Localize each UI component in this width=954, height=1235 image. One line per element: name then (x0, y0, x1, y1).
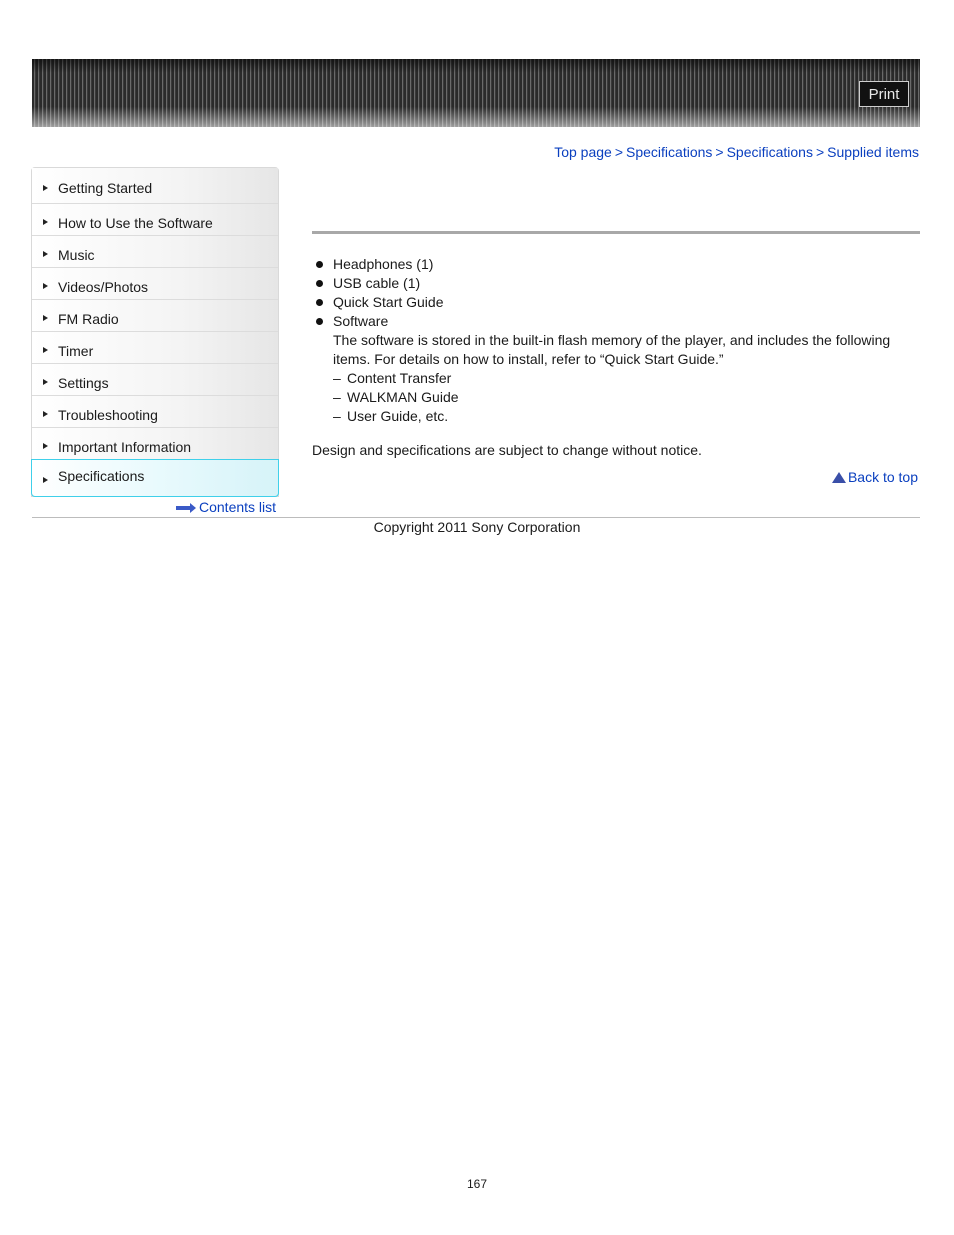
breadcrumb-separator: > (715, 144, 724, 160)
item-label: Headphones (1) (333, 256, 434, 272)
dash-icon: – (333, 408, 341, 424)
arrow-right-icon (43, 251, 48, 257)
arrow-right-icon (43, 185, 48, 191)
sidebar-item-fm-radio[interactable] (32, 300, 278, 332)
arrow-right-icon (43, 283, 48, 289)
subitem-label: Content Transfer (347, 370, 452, 386)
sidebar-item-label: FM Radio (58, 311, 119, 327)
bullet-icon (316, 280, 323, 287)
subitem-label: WALKMAN Guide (347, 389, 459, 405)
sidebar-item-label: Important Information (58, 439, 192, 455)
arrow-right-icon (176, 504, 196, 512)
arrow-right-icon (43, 379, 48, 385)
bullet-icon (316, 261, 323, 268)
sidebar-item-label: Music (58, 247, 95, 263)
up-arrow-icon (832, 472, 846, 483)
list-item (312, 255, 920, 274)
copyright: Copyright 2011 Sony Corporation (373, 519, 581, 535)
sidebar-item-troubleshooting[interactable] (32, 396, 278, 428)
bullet-icon (316, 299, 323, 306)
title-divider (312, 231, 920, 234)
dash-icon: – (333, 389, 341, 405)
subitem-label: User Guide, etc. (347, 408, 449, 424)
sidebar-item-label: Troubleshooting (58, 407, 158, 423)
sidebar-item-label: Settings (58, 375, 109, 391)
list-item (312, 293, 920, 312)
arrow-right-icon (43, 219, 48, 225)
sidebar-item-label: Getting Started (58, 180, 153, 196)
page-number: 167 (466, 1177, 488, 1191)
breadcrumb-specifications-sub[interactable]: Specifications (726, 144, 813, 160)
breadcrumb-top-page[interactable]: Top page (554, 144, 612, 160)
breadcrumb (554, 144, 919, 160)
contents-list-link[interactable] (176, 499, 276, 515)
software-subitems (333, 369, 920, 426)
print-button[interactable]: Print (859, 81, 909, 107)
arrow-right-icon (43, 315, 48, 321)
sidebar-item-specifications[interactable] (31, 459, 279, 497)
sidebar-item-music[interactable] (32, 236, 278, 268)
breadcrumb-supplied-items[interactable]: Supplied items (827, 144, 919, 160)
sidebar-item-important-information[interactable] (32, 428, 278, 460)
sidebar-item-getting-started[interactable] (32, 168, 278, 204)
supplied-items-list (312, 255, 920, 426)
breadcrumb-specifications[interactable]: Specifications (626, 144, 713, 160)
sidebar-item-label: Specifications (58, 468, 145, 484)
bullet-icon (316, 318, 323, 325)
sidebar-item-settings[interactable] (32, 364, 278, 396)
item-label: Software (333, 313, 389, 329)
breadcrumb-separator: > (815, 144, 825, 160)
arrow-right-icon (43, 477, 48, 483)
sub-list-item (333, 388, 920, 407)
contents-list-label: Contents list (199, 499, 277, 515)
sidebar-item-videos-photos[interactable] (32, 268, 278, 300)
sub-list-item (333, 369, 920, 388)
sidebar-item-timer[interactable] (32, 332, 278, 364)
dash-icon: – (333, 370, 341, 386)
sub-list-item (333, 407, 920, 426)
sidebar-nav (31, 167, 279, 497)
item-label: USB cable (1) (333, 275, 421, 291)
sidebar-item-how-to-use-software[interactable] (32, 204, 278, 236)
breadcrumb-separator: > (614, 144, 624, 160)
header-banner (32, 59, 920, 127)
back-to-top-label: Back to top (847, 469, 918, 485)
back-to-top-link[interactable] (832, 469, 918, 485)
sidebar-item-label: How to Use the Software (58, 215, 213, 231)
list-item (312, 274, 920, 293)
main-content (312, 255, 920, 426)
sidebar-item-label: Timer (58, 343, 94, 359)
arrow-right-icon (43, 443, 48, 449)
arrow-right-icon (43, 411, 48, 417)
item-label: Quick Start Guide (333, 294, 444, 310)
specification-notice: Design and specifications are subject to change without notice. (312, 442, 702, 458)
arrow-right-icon (43, 347, 48, 353)
software-description: The software is stored in the built-in flash memory of the player, and includes the following items. For details on how to install, refer to “Quick Start Guide.” (333, 332, 891, 367)
list-item (312, 312, 920, 426)
sidebar-item-label: Videos/Photos (58, 279, 149, 295)
